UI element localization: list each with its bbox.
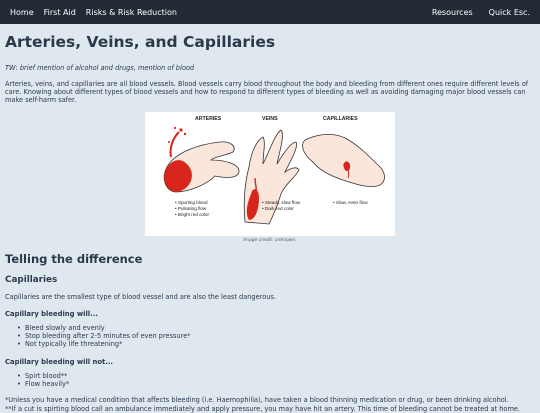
capillary-will-heading: Capillary bleeding will... (5, 310, 98, 318)
main-content (0, 24, 540, 413)
page-title: Arteries, Veins, and Capillaries (5, 33, 276, 51)
intro-paragraph: Arteries, veins, and capillaries are all blood vessels. Blood vessels carry blood throughout the body and bleeding from different ones require different levels of care. Knowing about different types of blood vessels and how to respond to different types of bleeding as well as avoiding damaging major blood vessels can make self-harm safer. (5, 80, 529, 104)
nav-right (427, 8, 535, 17)
footnote-double-asterisk: **If a cut is spirting blood call an ambulance immediately and apply pressure, you may have hit an artery. This time of bleeding cannot be treated at home. (5, 404, 521, 413)
veins-note-1: • Steady, slow flow (262, 200, 301, 205)
veins-note-2: • Dark red color (262, 206, 294, 211)
capillaries-note-1: • Slow, even flow (333, 200, 368, 205)
figure-heading-arteries: ARTERIES (195, 116, 222, 122)
telling-difference-heading: Telling the difference (5, 252, 143, 266)
capillaries-description: Capillaries are the smallest type of blood vessel and are also the least dangerous. (5, 293, 276, 301)
capillary-will-not-heading: Capillary bleeding will not... (5, 357, 113, 366)
capillary-will-list (17, 324, 535, 349)
figure-image (145, 112, 395, 236)
nav-resources-link[interactable]: Resources (431, 7, 473, 17)
capillary-will-not-list (17, 372, 535, 388)
figure-heading-capillaries: CAPILLARIES (323, 116, 358, 122)
nav-left (5, 8, 182, 17)
top-navbar (0, 0, 540, 24)
nav-first-aid-link[interactable]: First Aid (43, 7, 76, 17)
list-item: • Stop bleeding after 2-5 minutes of even pressure* (17, 332, 535, 340)
arteries-note-2: • Pulsating flow (175, 206, 207, 211)
capillaries-heading: Capillaries (5, 275, 58, 285)
list-item: • Not typically life threatening* (17, 340, 535, 348)
list-item: • Spirt blood** (17, 372, 535, 380)
arteries-note-1: • Spurting blood (175, 200, 208, 205)
figure-caption: Image credit: unknown. (243, 238, 297, 243)
list-item: • Bleed slowly and evenly (17, 324, 535, 332)
nav-risks-link[interactable]: Risks & Risk Reduction (85, 7, 177, 17)
arteries-hand-drawing (164, 127, 239, 192)
nav-home-link[interactable]: Home (10, 7, 34, 17)
blood-vessel-figure (145, 112, 395, 243)
list-item: • Flow heavily* (17, 380, 535, 388)
blood-vessel-illustration (145, 112, 395, 236)
trigger-warning: TW: brief mention of alcohol and drugs, mention of blood (5, 64, 195, 72)
footnote-single-asterisk: *Unless you have a medical condition that affects bleeding (i.e. Haemophilia), have taken a blood thinning medication or drug, or been drinking alcohol. (5, 396, 509, 405)
arteries-note-3: • Bright red color (175, 212, 210, 217)
figure-heading-veins: VEINS (262, 116, 278, 122)
nav-quick-escape-link[interactable]: Quick Esc. (488, 7, 530, 17)
capillaries-hand-drawing (303, 134, 385, 186)
